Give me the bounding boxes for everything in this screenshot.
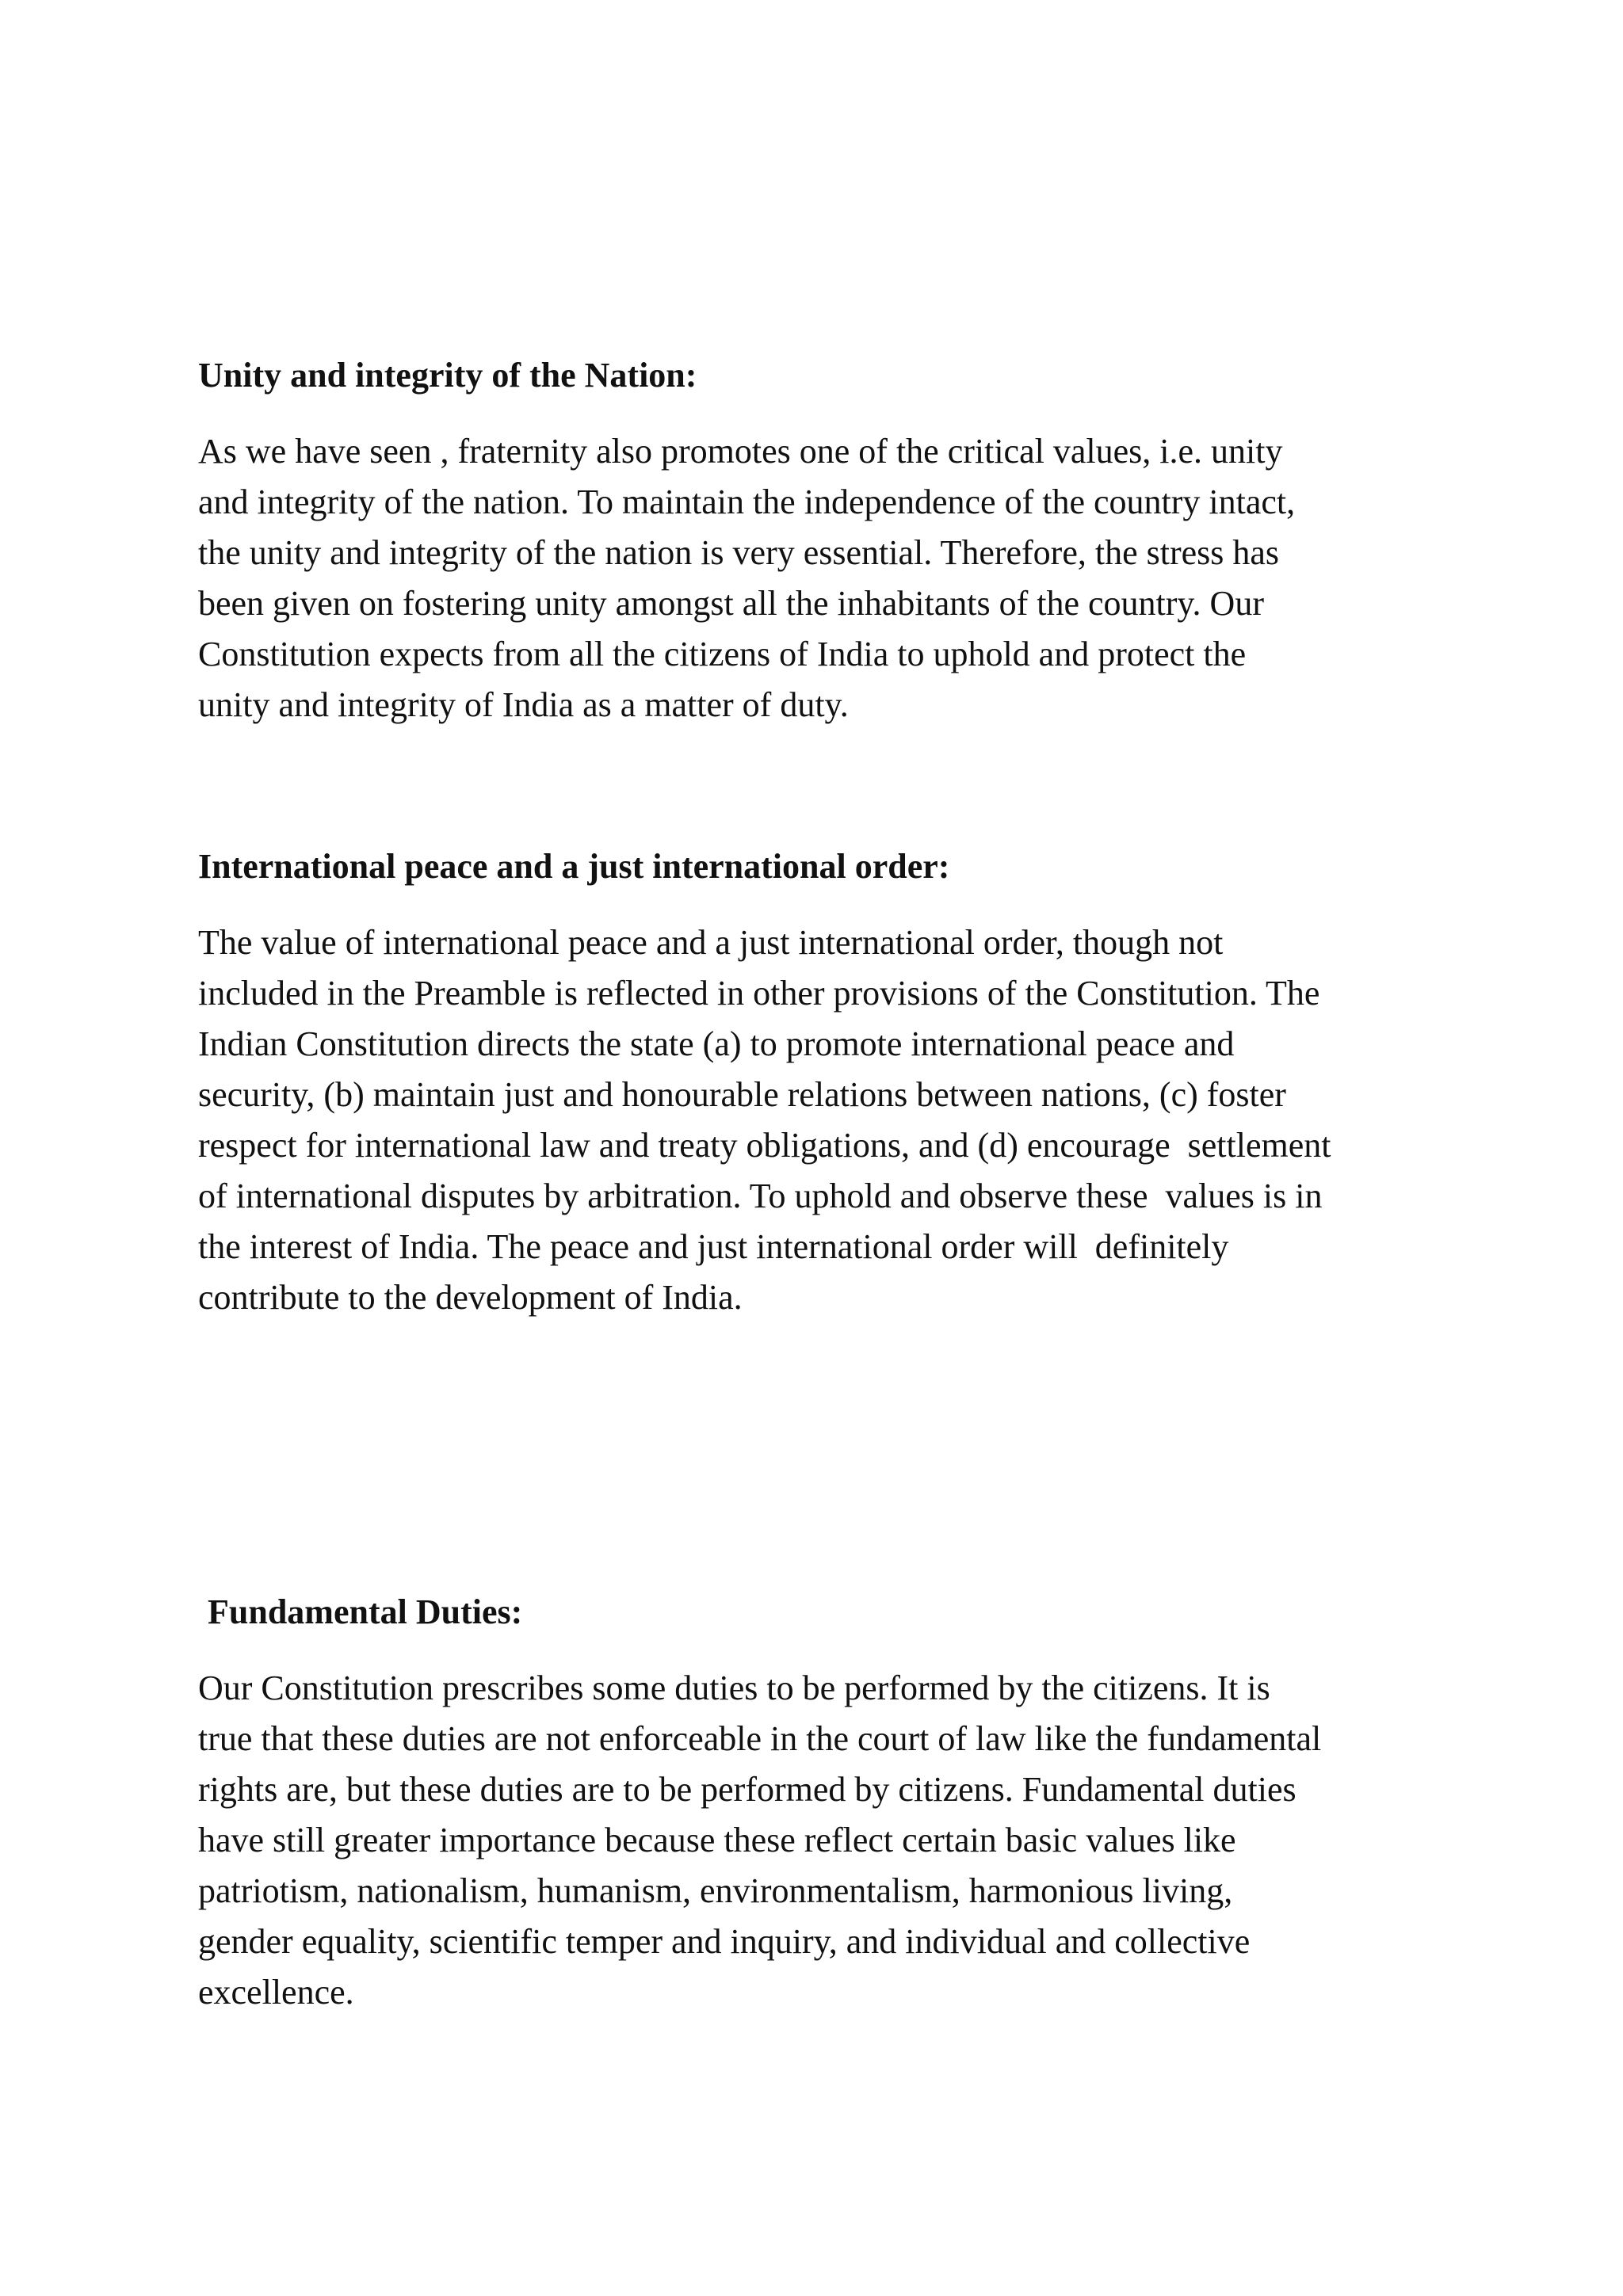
paragraph-line: contribute to the development of India. <box>198 1278 743 1317</box>
paragraph-line: rights are, but these duties are to be performed by citizens. Fundamental duties <box>198 1770 1296 1809</box>
section-heading: Fundamental Duties: <box>208 1592 523 1631</box>
paragraph-line: the unity and integrity of the nation is very essential. Therefore, the stress has <box>198 533 1280 572</box>
paragraph-line: excellence. <box>198 1973 354 2012</box>
paragraph-line: patriotism, nationalism, humanism, environmentalism, harmonious living, <box>198 1871 1233 1910</box>
paragraph-line: Constitution expects from all the citizens of India to uphold and protect the <box>198 635 1247 673</box>
paragraph-line: true that these duties are not enforceable in the court of law like the fundamental <box>198 1719 1322 1758</box>
section-heading: Unity and integrity of the Nation: <box>198 356 697 395</box>
paragraph-line: security, (b) maintain just and honourable relations between nations, (c) foster <box>198 1075 1286 1114</box>
paragraph-line: Indian Constitution directs the state (a) to promote international peace and <box>198 1024 1235 1063</box>
paragraph-line: of international disputes by arbitration. To uphold and observe these values is in <box>198 1177 1323 1215</box>
paragraph-line: been given on fostering unity amongst all the inhabitants of the country. Our <box>198 584 1264 623</box>
paragraph-line: and integrity of the nation. To maintain the independence of the country intact, <box>198 482 1296 521</box>
paragraph-line: have still greater importance because these reflect certain basic values like <box>198 1821 1236 1859</box>
paragraph-line: As we have seen , fraternity also promotes one of the critical values, i.e. unity <box>198 432 1283 471</box>
paragraph-line: included in the Preamble is reflected in other provisions of the Constitution. The <box>198 974 1320 1013</box>
section-paragraph <box>198 426 1450 730</box>
paragraph-line: the interest of India. The peace and just international order will definitely <box>198 1227 1229 1266</box>
paragraph-line: respect for international law and treaty obligations, and (d) encourage settlement <box>198 1126 1331 1165</box>
section-unity-integrity <box>198 353 1450 730</box>
paragraph-line: unity and integrity of India as a matter of duty. <box>198 685 849 724</box>
section-paragraph <box>198 1663 1450 2018</box>
paragraph-line: Our Constitution prescribes some duties to be performed by the citizens. It is <box>198 1669 1270 1707</box>
section-international-peace <box>198 845 1450 1323</box>
section-fundamental-duties <box>198 1590 1450 2018</box>
section-heading: International peace and a just international order: <box>198 847 950 886</box>
paragraph-line: The value of international peace and a just international order, though not <box>198 923 1224 962</box>
paragraph-line: gender equality, scientific temper and inquiry, and individual and collective <box>198 1922 1251 1961</box>
section-paragraph <box>198 917 1450 1323</box>
